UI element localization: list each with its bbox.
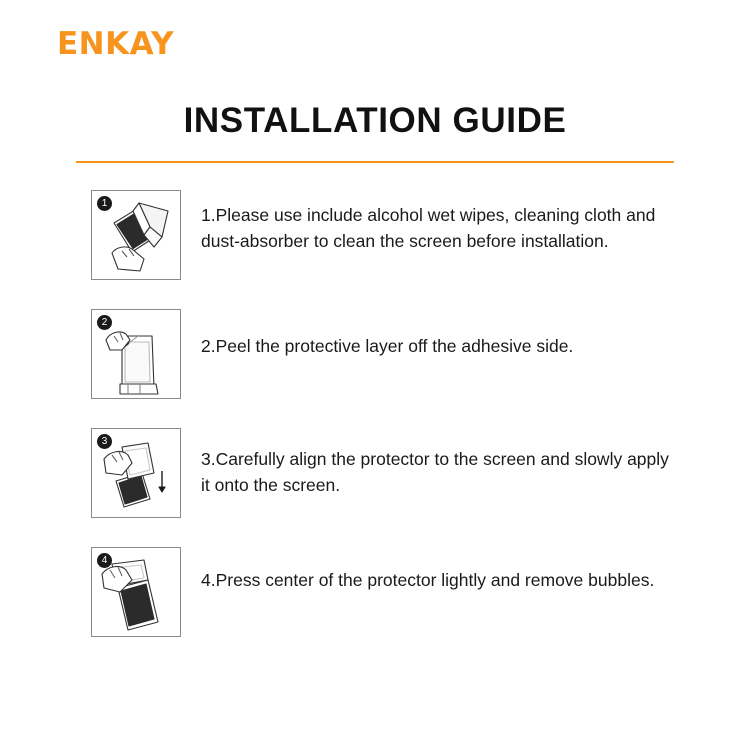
page-title: INSTALLATION GUIDE bbox=[183, 101, 567, 140]
step-body: Press center of the protector lightly and remove bubbles. bbox=[215, 570, 655, 590]
list-item bbox=[0, 428, 750, 518]
step-text-4 bbox=[201, 547, 654, 593]
step-body: Please use include alcohol wet wipes, cleaning cloth and dust-absorber to clean the screen before installation. bbox=[201, 205, 656, 251]
step-text-3 bbox=[201, 428, 671, 498]
step-text-1 bbox=[201, 190, 671, 254]
step-badge: 1 bbox=[97, 196, 112, 211]
brand-logo bbox=[57, 26, 174, 62]
step-illustration-3 bbox=[91, 428, 181, 518]
step-badge: 4 bbox=[97, 553, 112, 568]
step-number: 3. bbox=[201, 449, 216, 469]
step-illustration-2 bbox=[91, 309, 181, 399]
list-item bbox=[0, 547, 750, 637]
step-text-2 bbox=[201, 309, 573, 359]
step-number: 2. bbox=[201, 336, 216, 356]
steps-list bbox=[0, 190, 750, 637]
brand-name: ENKAY bbox=[57, 26, 175, 62]
step-body: Carefully align the protector to the screen and slowly apply it onto the screen. bbox=[201, 449, 669, 495]
step-badge: 3 bbox=[97, 434, 112, 449]
step-illustration-1 bbox=[91, 190, 181, 280]
step-illustration-4 bbox=[91, 547, 181, 637]
title-divider bbox=[76, 161, 674, 163]
step-number: 1. bbox=[201, 205, 216, 225]
step-body: Peel the protective layer off the adhesive side. bbox=[215, 336, 574, 356]
list-item bbox=[0, 309, 750, 399]
list-item bbox=[0, 190, 750, 280]
step-badge: 2 bbox=[97, 315, 112, 330]
step-number: 4. bbox=[201, 570, 216, 590]
